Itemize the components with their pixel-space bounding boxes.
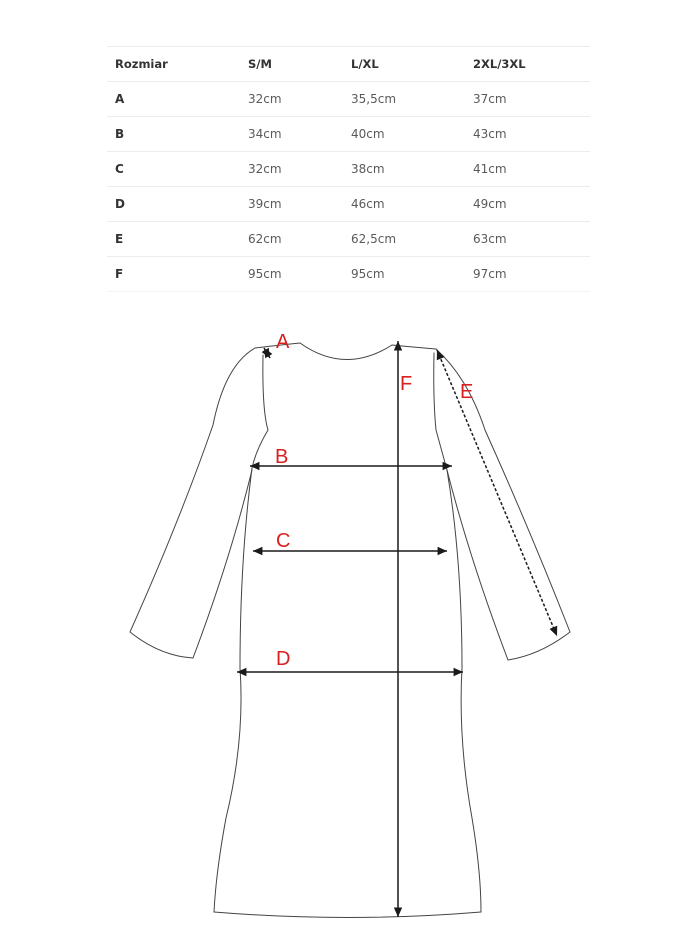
cell-value: 37cm <box>465 82 590 117</box>
row-label: F <box>107 257 240 292</box>
row-label: A <box>107 82 240 117</box>
table-row <box>107 187 590 222</box>
dress-hem <box>214 912 481 918</box>
dress-side-left-lower <box>214 668 241 912</box>
label-f: F <box>400 373 413 395</box>
row-label: E <box>107 222 240 257</box>
dress-side-left-upper <box>240 468 252 668</box>
cell-value: 32cm <box>240 82 343 117</box>
dress-neckline <box>300 343 392 360</box>
measurement-arrow-a <box>264 348 270 358</box>
cell-value: 46cm <box>343 187 465 222</box>
header-2xl-3xl: 2XL/3XL <box>465 47 590 82</box>
cell-value: 63cm <box>465 222 590 257</box>
cell-value: 40cm <box>343 117 465 152</box>
measurement-arrow-e <box>437 350 557 636</box>
cell-value: 95cm <box>343 257 465 292</box>
header-rozmiar: Rozmiar <box>107 47 240 82</box>
dress-measurement-diagram <box>0 300 700 933</box>
cell-value: 62cm <box>240 222 343 257</box>
cell-value: 38cm <box>343 152 465 187</box>
measurement-arrows <box>237 341 557 917</box>
cell-value: 43cm <box>465 117 590 152</box>
size-table <box>107 46 590 292</box>
cell-value: 95cm <box>240 257 343 292</box>
row-label: B <box>107 117 240 152</box>
cell-value: 35,5cm <box>343 82 465 117</box>
row-label: D <box>107 187 240 222</box>
dress-side-right-lower <box>461 668 481 912</box>
label-d: D <box>276 648 291 670</box>
table-row <box>107 82 590 117</box>
label-a: A <box>276 331 290 353</box>
table-row <box>107 222 590 257</box>
cell-value: 34cm <box>240 117 343 152</box>
table-row <box>107 117 590 152</box>
cell-value: 32cm <box>240 152 343 187</box>
dress-outline <box>130 343 570 918</box>
cell-value: 41cm <box>465 152 590 187</box>
label-e: E <box>460 381 474 403</box>
dress-sleeve-right <box>436 349 570 660</box>
header-l-xl: L/XL <box>343 47 465 82</box>
cell-value: 49cm <box>465 187 590 222</box>
cell-value: 39cm <box>240 187 343 222</box>
row-label: C <box>107 152 240 187</box>
dress-armhole-left <box>252 355 268 468</box>
cell-value: 62,5cm <box>343 222 465 257</box>
label-b: B <box>275 446 289 468</box>
dress-sleeve-left <box>130 348 255 658</box>
label-c: C <box>276 530 291 552</box>
header-s-m: S/M <box>240 47 343 82</box>
size-table-header-row <box>107 47 590 82</box>
table-row <box>107 152 590 187</box>
table-row <box>107 257 590 292</box>
cell-value: 97cm <box>465 257 590 292</box>
